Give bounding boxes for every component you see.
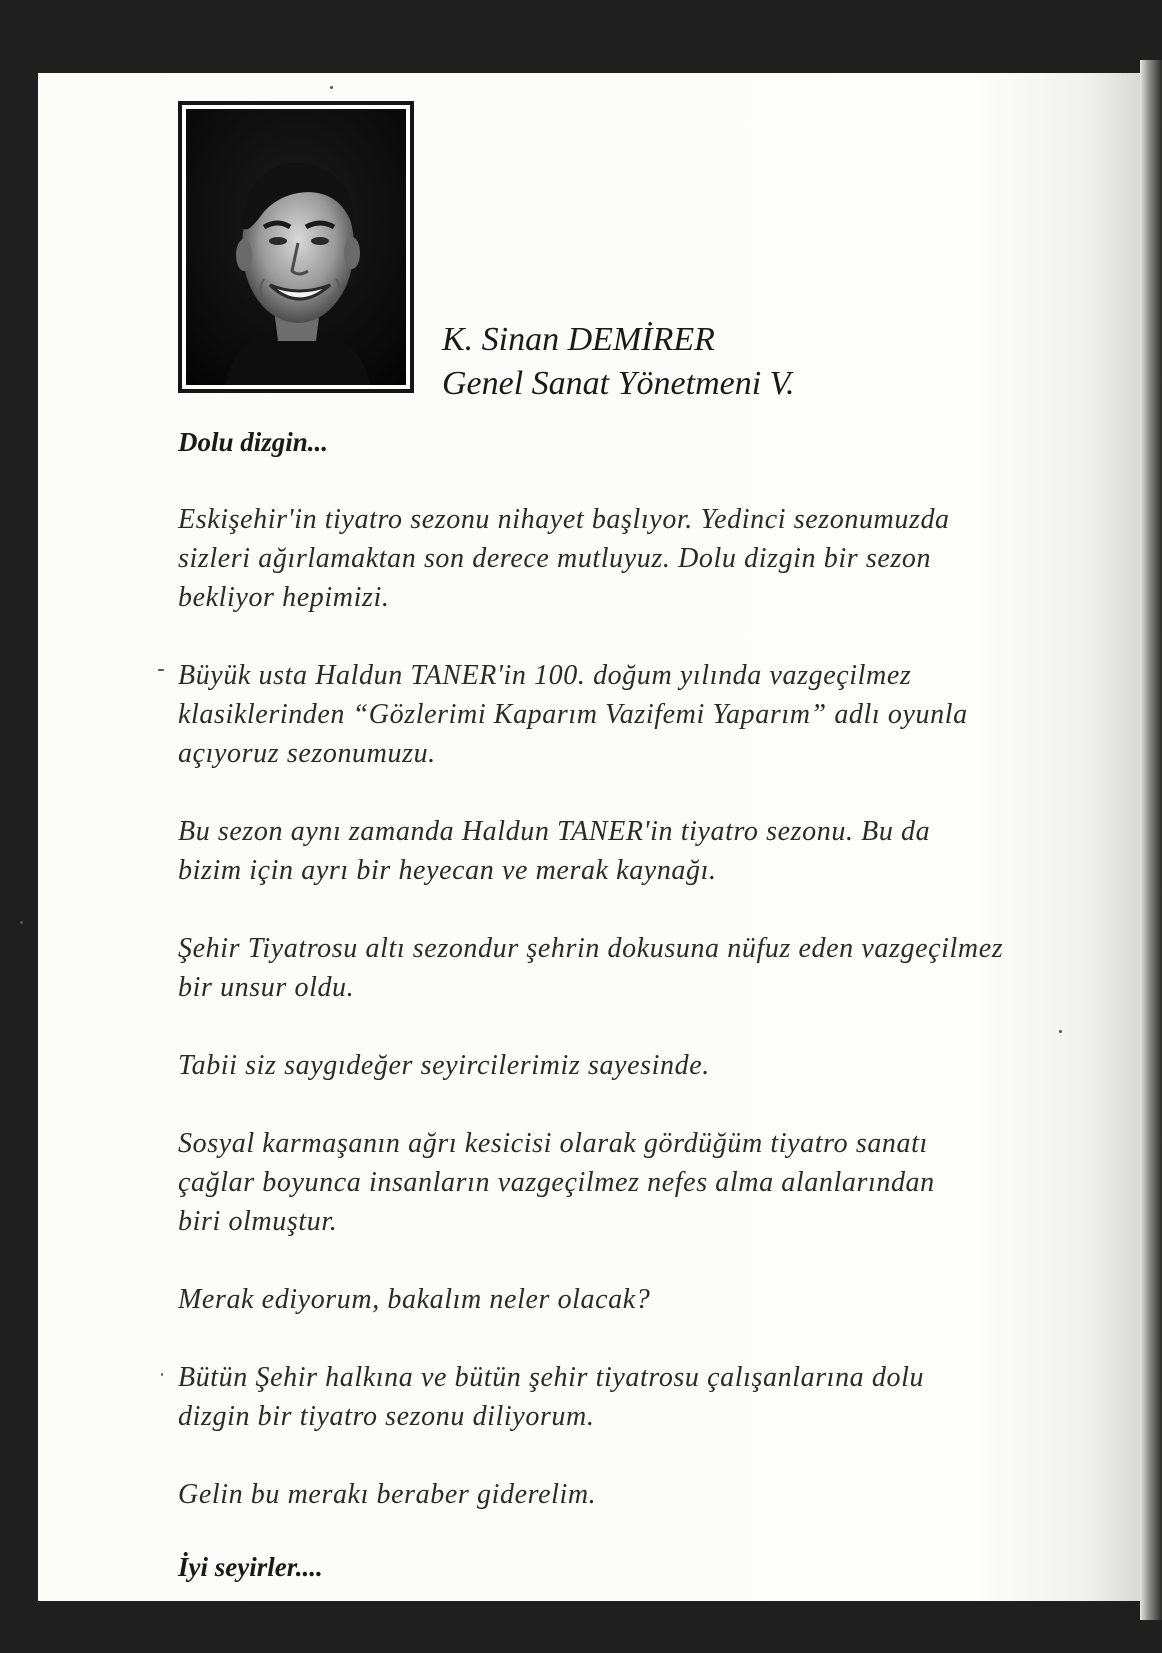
paragraph	[178, 1358, 1058, 1436]
dust-speck	[20, 921, 23, 924]
text-line: Gelin bu merakı beraber giderelim.	[178, 1479, 597, 1510]
dust-speck	[330, 86, 333, 89]
paragraph	[178, 929, 1058, 1007]
text-line: bekliyor hepimizi.	[178, 582, 390, 613]
page-binding-shadow	[1140, 60, 1162, 1620]
paragraph	[178, 1046, 1058, 1085]
text-line: Tabii siz saygıdeğer seyircilerimiz sayesinde.	[178, 1050, 710, 1081]
text-line: Sosyal karmaşanın ağrı kesicisi olarak gördüğüm tiyatro sanatı	[178, 1128, 928, 1159]
paragraph	[178, 500, 1058, 617]
dust-speck	[158, 669, 164, 671]
text-line: açıyoruz sezonumuzu.	[178, 738, 436, 769]
letter-heading: Dolu dizgin...	[178, 427, 329, 457]
text-line: çağlar boyunca insanların vazgeçilmez nefes alma alanlarından	[178, 1167, 935, 1198]
text-line: bir unsur oldu.	[178, 972, 355, 1003]
paragraph	[178, 1124, 1058, 1241]
text-line: biri olmuştur.	[178, 1206, 338, 1237]
letter-body	[178, 500, 1058, 1553]
text-line: Eskişehir'in tiyatro sezonu nihayet başlıyor. Yedinci sezonumuzda	[178, 504, 950, 535]
text-line: Merak ediyorum, bakalım neler olacak?	[178, 1284, 651, 1315]
paragraph	[178, 1280, 1058, 1319]
text-line: bizim için ayrı bir heyecan ve merak kaynağı.	[178, 855, 717, 886]
dust-speck	[1059, 1030, 1062, 1033]
closing-line: İyi seyirler....	[178, 1552, 323, 1582]
text-line: klasiklerinden “Gözlerimi Kaparım Vazifemi Yaparım” adlı oyunla	[178, 699, 968, 730]
text-line: Bu sezon aynı zamanda Haldun TANER'in tiyatro sezonu. Bu da	[178, 816, 931, 847]
author-title: Genel Sanat Yönetmeni V.	[442, 365, 795, 402]
text-line: Bütün Şehir halkına ve bütün şehir tiyatrosu çalışanlarına dolu	[178, 1362, 925, 1393]
text-line: dizgin bir tiyatro sezonu diliyorum.	[178, 1401, 595, 1432]
text-line: Şehir Tiyatrosu altı sezondur şehrin dokusuna nüfuz eden vazgeçilmez	[178, 933, 1004, 964]
signature-block	[442, 318, 795, 406]
text-line: Büyük usta Haldun TANER'in 100. doğum yılında vazgeçilmez	[178, 660, 912, 691]
author-name: K. Sinan DEMİRER	[442, 321, 715, 358]
paragraph	[178, 1475, 1058, 1514]
paragraph	[178, 656, 1058, 773]
dust-speck	[161, 1373, 163, 1376]
paragraph	[178, 812, 1058, 890]
portrait-photo	[186, 109, 406, 385]
text-line: sizleri ağırlamaktan son derece mutluyuz. Dolu dizgin bir sezon	[178, 543, 932, 574]
